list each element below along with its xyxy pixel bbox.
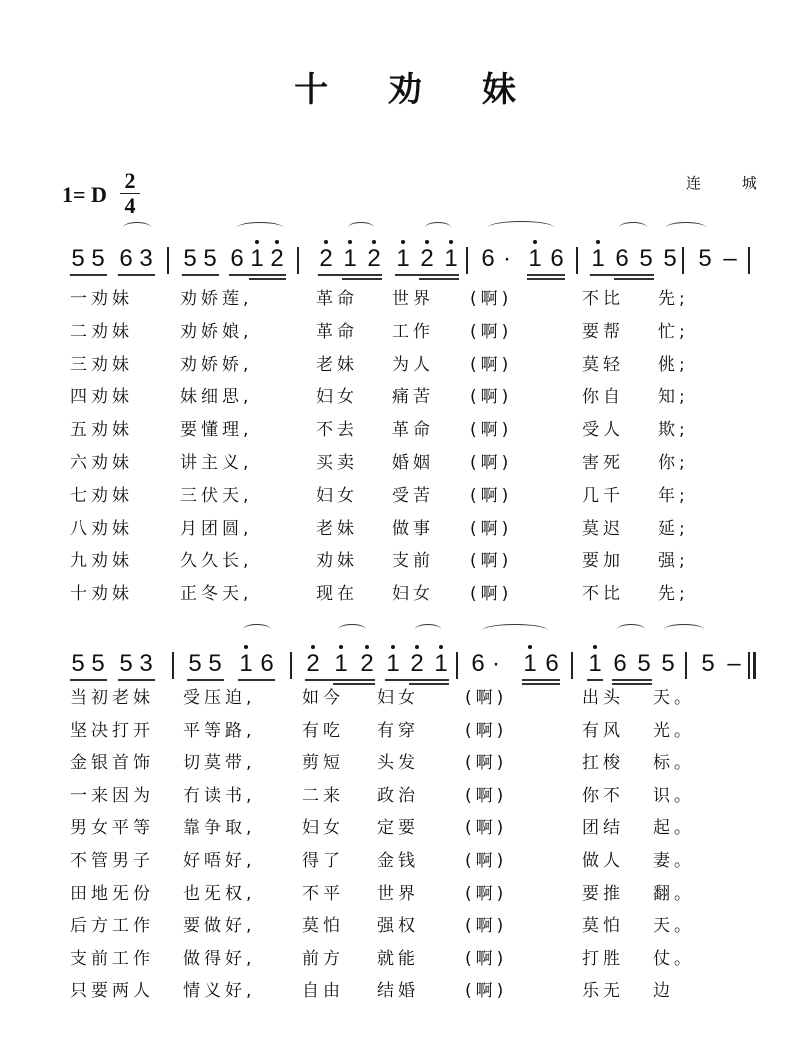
lyric-phrase: 害死 [582, 453, 624, 473]
lyric-phrase: 月团圆, [180, 518, 253, 539]
source-region: 连 城 [686, 174, 775, 192]
key-signature: 1= D [62, 182, 107, 207]
note: 5 [71, 650, 85, 677]
lyric-phrase: 你; [658, 453, 689, 473]
lyric-phrase: 六劝妹 [70, 453, 133, 473]
notation-line-2 [0, 630, 810, 690]
lyric-phrase: 当初老妹 [70, 688, 154, 708]
lyric-row [0, 317, 810, 347]
lyric-phrase: 只要两人 [70, 981, 154, 1002]
lyric-row [0, 382, 810, 412]
lyric-phrase: 有风 [582, 720, 624, 741]
lyric-phrase: (啊) [465, 948, 508, 969]
barline [456, 652, 458, 679]
underline [612, 679, 652, 681]
lyric-phrase: (啊) [470, 420, 513, 441]
note: 1 [396, 245, 410, 272]
lyric-phrase: 金钱 [377, 851, 419, 871]
lyric-phrase: 结婚 [377, 981, 419, 1002]
lyric-phrase: 政治 [377, 785, 419, 806]
slur [415, 624, 441, 635]
barline [167, 247, 169, 274]
lyric-phrase: 天。 [653, 916, 695, 937]
lyric-phrase: 自由 [302, 981, 344, 1002]
slur [123, 222, 151, 233]
note: 2 [360, 650, 374, 677]
lyric-phrase: 妇女 [316, 387, 358, 408]
note: 6 [471, 650, 485, 677]
lyric-phrase: 你自 [582, 387, 624, 408]
lyric-phrase: 扛梭 [582, 753, 624, 774]
lyric-phrase: (啊) [465, 818, 508, 839]
lyric-phrase: 剪短 [302, 753, 344, 774]
lyric-phrase: 标。 [653, 753, 695, 774]
lyric-phrase: (啊) [470, 518, 513, 539]
lyric-phrase: 不比 [582, 584, 624, 605]
lyric-phrase: 劝妹 [316, 551, 358, 572]
lyric-phrase: (啊) [470, 289, 513, 309]
lyric-phrase: 仗。 [653, 948, 695, 969]
lyric-phrase: 要懂理, [180, 420, 253, 441]
lyric-phrase: (啊) [465, 785, 508, 806]
lyric-phrase: 劝娇娘, [180, 321, 253, 342]
lyric-row [0, 284, 810, 314]
note: 5 [71, 245, 85, 272]
lyric-phrase: 乐无 [582, 981, 624, 1002]
notation-line-1 [0, 225, 810, 285]
underline [419, 278, 459, 280]
lyric-phrase: 平等路, [183, 720, 256, 741]
barline [290, 652, 292, 679]
note: 6 [545, 650, 559, 677]
lyric-phrase: 不去 [316, 420, 358, 441]
lyric-phrase: 受压迫, [183, 688, 256, 708]
lyric-phrase: (啊) [470, 387, 513, 408]
underline [182, 274, 219, 276]
underline [238, 679, 275, 681]
lyric-phrase: 光。 [653, 720, 695, 741]
note: 5 [639, 245, 653, 272]
lyric-phrase: 佻; [658, 354, 689, 375]
slur [425, 222, 451, 233]
lyric-phrase: 为人 [392, 354, 434, 375]
lyric-phrase: 莫怕 [302, 916, 344, 937]
lyric-row [0, 944, 810, 974]
lyric-phrase: 也旡权, [183, 883, 256, 904]
lyric-row [0, 448, 810, 478]
lyric-phrase: 三伏天, [180, 485, 253, 506]
lyric-row [0, 813, 810, 843]
barline [297, 247, 299, 274]
lyric-phrase: 久久长, [180, 551, 253, 572]
lyric-row [0, 911, 810, 941]
lyric-phrase: (啊) [465, 851, 508, 871]
note: 5 [698, 245, 712, 272]
lyric-phrase: 世界 [377, 883, 419, 904]
lyric-phrase: (啊) [465, 720, 508, 741]
barline [685, 652, 687, 679]
note: 6 [550, 245, 564, 272]
lyric-phrase: (啊) [470, 584, 513, 605]
lyric-row [0, 481, 810, 511]
underline [395, 274, 459, 276]
lyric-phrase: 切莫带, [183, 753, 256, 774]
final-barline [753, 652, 756, 679]
lyric-phrase: 不管男子 [70, 851, 154, 871]
lyric-phrase: 革命 [392, 420, 434, 441]
note: 5 [208, 650, 222, 677]
slur [348, 222, 374, 233]
lyric-phrase: 好唔好, [183, 851, 256, 871]
note: 1 [343, 245, 357, 272]
lyric-phrase: 工作 [392, 321, 434, 342]
note: 5 [119, 650, 133, 677]
note: 5 [203, 245, 217, 272]
note: 5 [701, 650, 715, 677]
lyric-phrase: 十劝妹 [70, 584, 133, 605]
note: 1 [334, 650, 348, 677]
lyric-phrase: 如今 [302, 688, 344, 708]
lyric-phrase: 一劝妹 [70, 289, 133, 309]
lyric-phrase: 几千 [582, 485, 624, 506]
underline [527, 278, 565, 280]
lyric-row [0, 846, 810, 876]
lyric-phrase: 八劝妹 [70, 518, 133, 539]
lyric-phrase: (啊) [465, 916, 508, 937]
lyric-phrase: 你不 [582, 785, 624, 806]
barline [571, 652, 573, 679]
lyric-row [0, 976, 810, 1002]
lyric-phrase: 先; [658, 584, 689, 605]
lyric-phrase: 边 [653, 981, 674, 1002]
note: 3 [139, 245, 153, 272]
lyric-phrase: 一来因为 [70, 785, 154, 806]
note: 6 [613, 650, 627, 677]
note: 5 [188, 650, 202, 677]
slur [488, 221, 554, 234]
slur [237, 222, 283, 233]
lyric-phrase: 情义好, [183, 981, 256, 1002]
lyric-phrase: 团结 [582, 818, 624, 839]
lyric-row [0, 781, 810, 811]
slur [482, 624, 548, 637]
lyric-phrase: 翻。 [653, 883, 695, 904]
note: 1 [528, 245, 542, 272]
lyric-phrase: 年; [658, 485, 689, 506]
lyric-phrase: (啊) [470, 453, 513, 473]
lyric-phrase: 妇女 [377, 688, 419, 708]
lyric-phrase: 老妹 [316, 354, 358, 375]
lyric-phrase: 忙; [658, 321, 689, 342]
lyric-phrase: 得了 [302, 851, 344, 871]
note: 5 [637, 650, 651, 677]
lyric-phrase: 妇女 [392, 584, 434, 605]
lyric-phrase: 强; [658, 551, 689, 572]
note: 5 [91, 245, 105, 272]
lyric-row [0, 514, 810, 544]
lyric-phrase: 二来 [302, 785, 344, 806]
lyric-phrase: 三劝妹 [70, 354, 133, 375]
time-denominator: 4 [124, 193, 136, 218]
note: 2 [306, 650, 320, 677]
slur [619, 222, 647, 233]
lyric-phrase: (啊) [465, 981, 508, 1002]
barline [172, 652, 174, 679]
lyric-phrase: 就能 [377, 948, 419, 969]
lyric-phrase: 知; [658, 387, 689, 408]
lyric-phrase: 九劝妹 [70, 551, 133, 572]
augmentation-dot: · [503, 245, 511, 272]
lyric-phrase: 劝娇莲, [180, 289, 253, 309]
lyric-phrase: 定要 [377, 818, 419, 839]
lyric-phrase: 讲主义, [180, 453, 253, 473]
lyric-phrase: 不平 [302, 883, 344, 904]
song-title: 十 劝 妹 [294, 70, 540, 110]
lyric-row [0, 683, 810, 713]
note: 6 [615, 245, 629, 272]
note: 1 [250, 245, 264, 272]
lyric-phrase: 坚决打开 [70, 720, 154, 741]
lyric-phrase: 妹细思, [180, 387, 253, 408]
underline [385, 679, 449, 681]
note: 6 [119, 245, 133, 272]
lyric-phrase: 做得好, [183, 948, 256, 969]
slur [666, 222, 706, 233]
lyric-phrase: 支前 [392, 551, 434, 572]
lyric-phrase: 七劝妹 [70, 485, 133, 506]
lyric-phrase: 五劝妹 [70, 420, 133, 441]
lyric-phrase: 要帮 [582, 321, 624, 342]
note: 1 [588, 650, 602, 677]
underline [614, 278, 654, 280]
lyric-phrase: 有穿 [377, 720, 419, 741]
lyric-phrase: 欺; [658, 420, 689, 441]
lyric-phrase: 头发 [377, 753, 419, 774]
note: 6 [260, 650, 274, 677]
note: – [723, 245, 737, 272]
lyric-phrase: 后方工作 [70, 916, 154, 937]
lyric-phrase: 革命 [316, 321, 358, 342]
underline [527, 274, 565, 276]
note: 1 [523, 650, 537, 677]
lyric-phrase: 受苦 [392, 485, 434, 506]
lyric-phrase: (啊) [470, 485, 513, 506]
lyric-phrase: (啊) [470, 321, 513, 342]
slur [617, 624, 645, 635]
lyric-phrase: 靠争取, [183, 818, 256, 839]
lyric-phrase: 劝娇娇, [180, 354, 253, 375]
underline [187, 679, 224, 681]
slur [338, 624, 366, 635]
slur [243, 624, 271, 635]
lyric-phrase: (啊) [465, 688, 508, 708]
note: 1 [591, 245, 605, 272]
underline [590, 274, 654, 276]
lyric-phrase: 不比 [582, 289, 624, 309]
note: 6 [481, 245, 495, 272]
lyric-phrase: 起。 [653, 818, 695, 839]
note: 1 [386, 650, 400, 677]
lyric-phrase: (啊) [465, 753, 508, 774]
barline [748, 247, 750, 274]
lyric-phrase: 现在 [316, 584, 358, 605]
note: 1 [444, 245, 458, 272]
lyric-phrase: 前方 [302, 948, 344, 969]
time-numerator: 2 [124, 168, 136, 193]
lyric-phrase: (啊) [470, 354, 513, 375]
lyric-phrase: 做事 [392, 518, 434, 539]
lyric-phrase: 痛苦 [392, 387, 434, 408]
lyric-phrase: 金银首饰 [70, 753, 154, 774]
underline [318, 274, 382, 276]
note: 2 [420, 245, 434, 272]
lyric-phrase: 延; [658, 518, 689, 539]
time-signature [120, 170, 140, 217]
underline [249, 278, 286, 280]
lyric-phrase: 打胜 [582, 948, 624, 969]
note: 1 [434, 650, 448, 677]
lyric-phrase: 买卖 [316, 453, 358, 473]
slur [664, 624, 704, 635]
underline [118, 679, 155, 681]
note: 5 [661, 650, 675, 677]
note: 1 [239, 650, 253, 677]
lyric-phrase: (啊) [470, 551, 513, 572]
underline [118, 274, 155, 276]
lyric-phrase: 正冬天, [180, 584, 253, 605]
lyric-phrase: 田地旡份 [70, 883, 154, 904]
note: 5 [663, 245, 677, 272]
underline [342, 278, 382, 280]
lyric-phrase: 要加 [582, 551, 624, 572]
underline [70, 274, 107, 276]
lyric-phrase: 莫怕 [582, 916, 624, 937]
lyric-phrase: 要做好, [183, 916, 256, 937]
note: 5 [183, 245, 197, 272]
underline [587, 679, 603, 681]
lyric-phrase: 识。 [653, 785, 695, 806]
lyric-phrase: 受人 [582, 420, 624, 441]
lyric-phrase: 天。 [653, 688, 695, 708]
lyric-phrase: 做人 [582, 851, 624, 871]
barline [682, 247, 684, 274]
note: 6 [230, 245, 244, 272]
lyric-phrase: 妻。 [653, 851, 695, 871]
lyric-row [0, 879, 810, 909]
underline [70, 679, 107, 681]
augmentation-dot: · [492, 650, 500, 677]
lyric-phrase: 革命 [316, 289, 358, 309]
lyric-phrase: 妇女 [316, 485, 358, 506]
note: – [727, 650, 741, 677]
lyric-phrase: 二劝妹 [70, 321, 133, 342]
lyric-phrase: 莫迟 [582, 518, 624, 539]
lyric-phrase: 冇读书, [183, 785, 256, 806]
lyric-phrase: 出头 [582, 688, 624, 708]
note: 2 [319, 245, 333, 272]
lyric-phrase: 四劝妹 [70, 387, 133, 408]
lyric-row [0, 415, 810, 445]
underline [305, 679, 375, 681]
lyric-row [0, 748, 810, 778]
lyric-phrase: 男女平等 [70, 818, 154, 839]
lyric-phrase: 世界 [392, 289, 434, 309]
lyric-phrase: 婚姻 [392, 453, 434, 473]
lyric-phrase: 老妹 [316, 518, 358, 539]
lyric-phrase: 强权 [377, 916, 419, 937]
lyric-phrase: 有吃 [302, 720, 344, 741]
underline [522, 679, 560, 681]
lyric-row [0, 579, 810, 609]
lyric-row [0, 716, 810, 746]
lyric-phrase: 先; [658, 289, 689, 309]
lyric-phrase: 莫轻 [582, 354, 624, 375]
underline [229, 274, 286, 276]
note: 2 [410, 650, 424, 677]
note: 3 [139, 650, 153, 677]
lyric-phrase: 要推 [582, 883, 624, 904]
lyric-row [0, 350, 810, 380]
barline [466, 247, 468, 274]
note: 2 [367, 245, 381, 272]
lyric-phrase: (啊) [465, 883, 508, 904]
barline [576, 247, 578, 274]
barline [748, 652, 750, 679]
note: 2 [270, 245, 284, 272]
lyric-phrase: 妇女 [302, 818, 344, 839]
note: 5 [91, 650, 105, 677]
lyric-row [0, 546, 810, 576]
lyric-phrase: 支前工作 [70, 948, 154, 969]
